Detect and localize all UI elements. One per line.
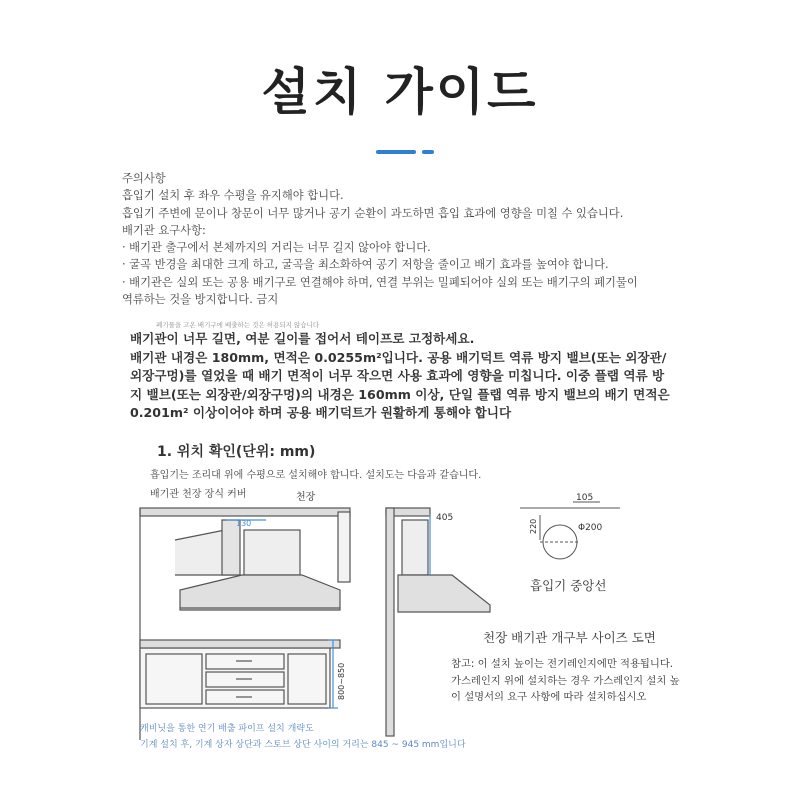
spec-line: 외장구멍)를 열었을 때 배기 면적이 너무 작으면 사용 효과에 영향을 미칩니다. 이중 플랩 역류 방 xyxy=(130,368,665,383)
height-note-line: 이 설명서의 요구 사항에 따라 설치하십시오 xyxy=(451,691,647,703)
section-title: 1. 위치 확인(단위: mm) xyxy=(157,444,316,460)
footnote-caption: 캐비닛을 통한 연기 배출 파이프 설치 개략도 xyxy=(140,724,314,734)
note-line: · 배기관 출구에서 본체까지의 거리는 너무 길지 않아야 합니다. xyxy=(122,241,431,255)
note-line: 주의사항 xyxy=(122,172,166,185)
dim-105: 105 xyxy=(576,493,594,503)
hood-canopy xyxy=(180,575,340,610)
base-cabinet xyxy=(140,648,330,708)
section-desc: 흡입기는 조리대 위에 수평으로 설치해야 합니다. 설치도는 다음과 같습니다. xyxy=(150,470,482,481)
dim-diameter: Φ200 xyxy=(578,523,603,533)
dim-130: 130 xyxy=(236,519,252,528)
note-line: 역류하는 것을 방지합니다. 금지 xyxy=(122,293,279,307)
spec-line: 0.201m² 이상이어야 하며 공용 배기덕트가 원활하게 통해야 합니다 xyxy=(130,405,512,420)
cover-label: 배기관 천장 장식 커버 xyxy=(150,489,247,500)
note-line: · 배기관은 실외 또는 공용 배기구로 연결해야 하며, 연결 부위는 밀폐되어야 실외 또는 배기구의 폐기물이 xyxy=(122,275,638,289)
side-duct xyxy=(402,520,428,575)
side-wall xyxy=(386,508,394,736)
side-hood xyxy=(398,575,490,612)
countertop xyxy=(140,640,340,648)
kitchen-front-view xyxy=(140,508,350,740)
height-note-line: 참고: 이 설치 높이는 전기레인지에만 적용됩니다. xyxy=(451,658,674,670)
spec-line: 지 밸브(또는 외장관/외장구멍)의 내경은 160mm 이상, 단일 플랩 역류 방지 밸브의 배기 면적은 xyxy=(130,386,670,402)
ceiling-label: 천장 xyxy=(296,492,316,503)
ceiling-slab xyxy=(140,508,350,516)
hood-chimney xyxy=(244,530,300,575)
dim-405: 405 xyxy=(436,513,454,523)
page-title: 설치 가이드 xyxy=(261,63,539,121)
opening-size-label: 천장 배기관 개구부 사이즈 도면 xyxy=(483,630,656,645)
spec-line: 배기관이 너무 길면, 여분 길이를 접어서 테이프로 고정하세요. xyxy=(130,331,475,346)
note-line: · 굴곡 반경을 최대한 크게 하고, 굴곡을 최소화하여 공기 저항을 줄이고 배기 효과를 높여야 합니다. xyxy=(122,258,609,272)
height-note-line: 가스레인지 위에 설치하는 경우 가스레인지 설치 높 xyxy=(451,674,680,687)
dim-800-850: 800~850 xyxy=(337,662,346,700)
footnote-distance: 기계 설치 후, 기계 상자 상단과 스토브 상단 사이의 거리는 845 ~ 945 mm입니다 xyxy=(140,740,466,750)
fine-print: 폐기물을 고온 배기구에 배출하는 것은 허용되지 않습니다 xyxy=(156,321,320,329)
note-line: 흡입기 주변에 문이나 창문이 너무 많거나 공기 순환이 과도하면 흡입 효과에 영향을 미칠 수 있습니다. xyxy=(122,206,624,220)
note-line: 흡입기 설치 후 좌우 수평을 유지해야 합니다. xyxy=(122,189,344,203)
note-line: 배기관 요구사항: xyxy=(122,223,206,237)
height-note xyxy=(451,656,680,706)
dim-220: 220 xyxy=(529,518,538,534)
hood-centerline-label: 흡입기 중앙선 xyxy=(530,578,607,593)
spec-line: 배기관 내경은 180mm, 면적은 0.0255m²입니다. 공용 배기덕트 역류 방지 밸브(또는 외장관/ xyxy=(130,349,667,365)
